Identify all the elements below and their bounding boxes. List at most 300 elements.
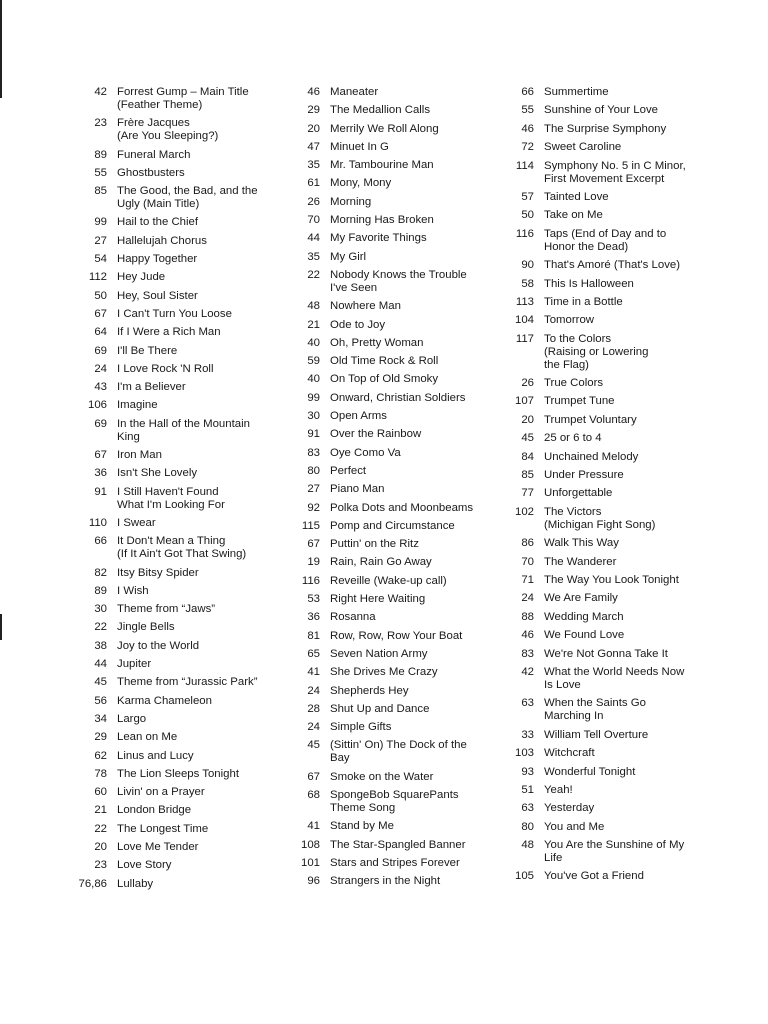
index-entry — [68, 308, 278, 321]
entry-title — [117, 418, 278, 444]
index-entry — [68, 235, 278, 248]
index-entry — [288, 789, 488, 815]
entry-title-line: In the Hall of the Mountain — [117, 417, 250, 430]
index-entry — [68, 167, 278, 180]
entry-page-number: 35 — [307, 159, 320, 172]
index-entry — [288, 502, 488, 515]
entry-title-line: Jupiter — [117, 658, 152, 671]
entry-title — [544, 802, 710, 815]
entry-title-line: Over the Rainbow — [330, 428, 422, 441]
entry-title — [330, 86, 488, 99]
entry-page-number: 22 — [307, 268, 320, 281]
entry-title — [544, 414, 710, 427]
entry-title — [330, 251, 488, 264]
entry-page-number: 33 — [521, 728, 534, 741]
index-entry — [68, 731, 278, 744]
entry-title-line: Imagine — [117, 399, 158, 412]
entry-page-number: 20 — [94, 840, 107, 853]
index-entry — [288, 685, 488, 698]
entry-title-line: Hail to the Chief — [117, 216, 199, 229]
entry-title-line: Take on Me — [544, 209, 603, 222]
entry-title — [544, 451, 710, 464]
entry-page-number: 59 — [307, 355, 320, 368]
entry-title — [330, 392, 488, 405]
entry-title — [117, 676, 278, 689]
index-entry — [68, 517, 278, 530]
index-entry — [505, 228, 710, 254]
entry-title-line: You Are the Sunshine of My — [544, 839, 685, 852]
index-entry — [68, 823, 278, 836]
index-entry — [288, 611, 488, 624]
entry-title — [117, 308, 278, 321]
entry-title — [330, 300, 488, 313]
entry-title-line: Hallelujah Chorus — [117, 234, 207, 247]
index-entry — [288, 593, 488, 606]
entry-title-line: Rain, Rain Go Away — [330, 556, 432, 569]
entry-title — [330, 269, 488, 295]
entry-title — [544, 870, 710, 883]
index-entry — [68, 216, 278, 229]
entry-page-number: 26 — [521, 377, 534, 390]
entry-title — [117, 517, 278, 530]
entry-title — [117, 117, 278, 143]
index-entry — [68, 418, 278, 444]
entry-title — [330, 771, 488, 784]
entry-page-number: 36 — [307, 611, 320, 624]
entry-title — [330, 721, 488, 734]
entry-title — [544, 839, 710, 865]
entry-title-line: The Surprise Symphony — [544, 122, 667, 135]
entry-page-number: 93 — [521, 765, 534, 778]
entry-title — [330, 857, 488, 870]
index-entry — [68, 486, 278, 512]
entry-title — [544, 259, 710, 272]
entry-page-number: 67 — [94, 307, 107, 320]
entry-title-line: Seven Nation Army — [330, 647, 428, 660]
entry-title — [117, 235, 278, 248]
entry-title-line: Trumpet Voluntary — [544, 413, 637, 426]
index-entry — [505, 296, 710, 309]
index-entry — [505, 414, 710, 427]
entry-title-line: Isn't She Lovely — [117, 467, 198, 480]
entry-title-line: (Feather Theme) — [117, 99, 203, 111]
entry-page-number: 27 — [307, 483, 320, 496]
entry-title — [117, 290, 278, 303]
entry-page-number: 67 — [307, 770, 320, 783]
entry-title-line: (If It Ain't Got That Swing) — [117, 548, 247, 561]
entry-title-line: Life — [544, 852, 563, 865]
entry-page-number: 117 — [515, 332, 534, 345]
entry-title-line: Happy Together — [117, 253, 198, 266]
entry-page-number: 38 — [94, 639, 107, 652]
entry-page-number: 48 — [521, 839, 534, 852]
entry-title-line: Puttin' on the Ritz — [330, 538, 419, 551]
entry-page-number: 55 — [94, 166, 107, 179]
entry-title-line: We Found Love — [544, 629, 625, 642]
entry-page-number: 84 — [521, 450, 534, 463]
entry-title-line: Theme Song — [330, 801, 396, 814]
entry-title-line: Sweet Caroline — [544, 141, 622, 154]
entry-title-line: Old Time Rock & Roll — [330, 355, 439, 368]
entry-page-number: 48 — [307, 300, 320, 313]
entry-title — [330, 355, 488, 368]
entry-title — [117, 271, 278, 284]
entry-title — [330, 630, 488, 643]
entry-page-number: 22 — [94, 621, 107, 634]
entry-title-line: Maneater — [330, 86, 379, 98]
index-entry — [288, 875, 488, 888]
entry-page-number: 90 — [521, 259, 534, 272]
entry-page-number: 67 — [307, 538, 320, 551]
entry-title-line: Yesterday — [544, 802, 595, 815]
index-entry — [505, 666, 710, 692]
entry-title-line: Forrest Gump – Main Title — [117, 86, 249, 98]
entry-page-number: 91 — [94, 485, 107, 498]
entry-page-number: 42 — [521, 665, 534, 678]
index-entry — [68, 271, 278, 284]
entry-title — [544, 537, 710, 550]
entry-title-line: Wonderful Tonight — [544, 765, 636, 778]
index-entry — [505, 451, 710, 464]
index-entry — [288, 575, 488, 588]
entry-title-line: First Movement Excerpt — [544, 172, 665, 185]
entry-title-line: Frère Jacques — [117, 117, 190, 130]
entry-page-number: 63 — [521, 697, 534, 710]
entry-title-line: William Tell Overture — [544, 728, 649, 741]
entry-title-line: The Wanderer — [544, 555, 617, 568]
index-entry — [68, 585, 278, 598]
entry-title — [330, 703, 488, 716]
entry-page-number: 21 — [94, 804, 107, 817]
index-entry — [68, 603, 278, 616]
entry-page-number: 43 — [94, 381, 107, 394]
entry-title-line: On Top of Old Smoky — [330, 373, 439, 386]
entry-title — [117, 713, 278, 726]
entry-page-number: 24 — [307, 684, 320, 697]
entry-title-line: You and Me — [544, 820, 605, 833]
entry-title-line: We Are Family — [544, 592, 618, 605]
entry-page-number: 103 — [514, 747, 534, 760]
entry-title — [117, 731, 278, 744]
entry-page-number: 30 — [94, 603, 107, 616]
entry-page-number: 24 — [94, 362, 107, 375]
entry-title-line: Hey Jude — [117, 271, 166, 284]
entry-title — [117, 216, 278, 229]
entry-title — [544, 141, 710, 154]
entry-title — [544, 209, 710, 222]
entry-title — [544, 123, 710, 136]
entry-title — [330, 575, 488, 588]
entry-page-number: 92 — [307, 501, 320, 514]
entry-title — [117, 695, 278, 708]
entry-page-number: 105 — [514, 870, 534, 883]
entry-title-line: Time in a Bottle — [544, 295, 623, 308]
entry-title — [330, 520, 488, 533]
index-entry — [505, 104, 710, 117]
index-entry — [68, 345, 278, 358]
entry-title-line: Simple Gifts — [330, 721, 392, 734]
entry-title-line: Nobody Knows the Trouble — [330, 268, 467, 281]
entry-title-line: Hey, Soul Sister — [117, 289, 198, 302]
entry-page-number: 60 — [94, 786, 107, 799]
entry-page-number: 83 — [521, 647, 534, 660]
index-entry — [288, 355, 488, 368]
entry-title-line: Symphony No. 5 in C Minor, — [544, 159, 686, 172]
entry-page-number: 99 — [94, 216, 107, 229]
entry-page-number: 41 — [307, 666, 320, 679]
entry-page-number: 21 — [307, 318, 320, 331]
index-entry — [505, 592, 710, 605]
entry-title — [117, 567, 278, 580]
entry-title — [330, 593, 488, 606]
entry-title — [330, 337, 488, 350]
index-entry — [288, 648, 488, 661]
entry-title-line: Right Here Waiting — [330, 593, 426, 606]
entry-title — [544, 104, 710, 117]
entry-title-line: The Lion Sleeps Tonight — [117, 767, 240, 780]
entry-title-line: Theme from “Jaws” — [117, 603, 216, 616]
entry-page-number: 81 — [307, 629, 320, 642]
entry-page-number: 40 — [307, 336, 320, 349]
entry-title-line: King — [117, 430, 140, 443]
entry-page-number: 69 — [94, 417, 107, 430]
entry-title — [330, 875, 488, 888]
entry-page-number: 80 — [307, 464, 320, 477]
index-entry — [505, 141, 710, 154]
entry-page-number: 65 — [307, 647, 320, 660]
entry-title — [117, 786, 278, 799]
index-entry — [68, 841, 278, 854]
entry-title-line: Trumpet Tune — [544, 395, 615, 408]
entry-title — [117, 768, 278, 781]
entry-title-line: She Drives Me Crazy — [330, 666, 438, 679]
entry-title-line: Linus and Lucy — [117, 749, 194, 762]
index-entry — [288, 465, 488, 478]
entry-title — [330, 648, 488, 661]
entry-title — [117, 345, 278, 358]
index-entry — [288, 214, 488, 227]
page-edge-mark — [0, 0, 2, 98]
entry-title — [117, 535, 278, 561]
entry-title-line: Stars and Stripes Forever — [330, 856, 460, 869]
entry-title-line: Tainted Love — [544, 190, 609, 203]
index-entry — [68, 878, 278, 891]
entry-title — [330, 739, 488, 765]
index-column-right — [505, 86, 710, 883]
entry-title-line: I Wish — [117, 584, 149, 597]
entry-title-line: Love Story — [117, 859, 172, 872]
index-entry — [288, 251, 488, 264]
index-entry — [505, 839, 710, 865]
index-entry — [288, 771, 488, 784]
entry-page-number: 50 — [521, 209, 534, 222]
entry-title-line: Is Love — [544, 678, 581, 691]
index-entry — [288, 839, 488, 852]
entry-title — [117, 585, 278, 598]
entry-title-line: Sunshine of Your Love — [544, 104, 658, 117]
entry-title — [330, 232, 488, 245]
index-entry — [505, 259, 710, 272]
entry-title — [330, 159, 488, 172]
entry-title — [330, 196, 488, 209]
entry-title-line: I Love Rock 'N Roll — [117, 362, 214, 375]
entry-page-number: 77 — [521, 487, 534, 500]
entry-page-number: 22 — [94, 822, 107, 835]
entry-title-line: Unforgettable — [544, 487, 613, 500]
entry-title-line: We're Not Gonna Take It — [544, 647, 668, 660]
entry-title — [544, 432, 710, 445]
index-entry — [505, 556, 710, 569]
index-entry — [505, 160, 710, 186]
entry-title-line: The Way You Look Tonight — [544, 573, 679, 586]
entry-title — [544, 228, 710, 254]
entry-title — [330, 483, 488, 496]
entry-title — [117, 841, 278, 854]
entry-page-number: 27 — [94, 234, 107, 247]
entry-title — [117, 878, 278, 891]
entry-page-number: 89 — [94, 584, 107, 597]
index-entry — [68, 535, 278, 561]
index-entry — [505, 123, 710, 136]
entry-title-line: Rosanna — [330, 611, 376, 624]
entry-page-number: 70 — [307, 214, 320, 227]
entry-page-number: 56 — [94, 694, 107, 707]
entry-title — [117, 381, 278, 394]
entry-title-line: Walk This Way — [544, 537, 619, 550]
entry-title-line: Perfect — [330, 464, 367, 477]
index-entry — [505, 209, 710, 222]
entry-page-number: 69 — [94, 344, 107, 357]
entry-title-line: I'll Be There — [117, 344, 178, 357]
index-entry — [288, 556, 488, 569]
index-entry — [288, 630, 488, 643]
entry-title — [117, 185, 278, 211]
index-entry — [68, 117, 278, 143]
entry-title-line: Funeral March — [117, 148, 191, 161]
entry-title-line: Ode to Joy — [330, 318, 386, 331]
entry-title-line: 25 or 6 to 4 — [544, 432, 602, 445]
index-entry — [505, 766, 710, 779]
index-entry — [288, 447, 488, 460]
index-entry — [505, 86, 710, 99]
entry-page-number: 114 — [515, 159, 534, 172]
entry-title-line: The Longest Time — [117, 822, 209, 835]
index-entry — [288, 123, 488, 136]
entry-page-number: 101 — [300, 856, 320, 869]
entry-title — [117, 486, 278, 512]
entry-page-number: 23 — [94, 859, 107, 872]
entry-page-number: 88 — [521, 610, 534, 623]
index-entry — [505, 469, 710, 482]
entry-page-number: 19 — [307, 556, 320, 569]
index-entry — [288, 337, 488, 350]
index-entry — [288, 428, 488, 441]
entry-title-line: I Can't Turn You Loose — [117, 307, 232, 320]
entry-page-number: 86 — [521, 537, 534, 550]
entry-page-number: 24 — [521, 592, 534, 605]
entry-title-line: Theme from “Jurassic Park” — [117, 676, 258, 689]
index-entry — [288, 86, 488, 99]
entry-page-number: 40 — [307, 373, 320, 386]
entry-page-number: 41 — [307, 820, 320, 833]
index-entry — [68, 253, 278, 266]
entry-title-line: Oye Como Va — [330, 446, 401, 459]
entry-title — [117, 399, 278, 412]
entry-title-line: Bay — [330, 752, 350, 765]
index-entry — [288, 820, 488, 833]
entry-title-line: Merrily We Roll Along — [330, 122, 439, 135]
index-entry — [68, 695, 278, 708]
index-entry — [68, 290, 278, 303]
entry-title-line: Summertime — [544, 86, 609, 98]
entry-page-number: 64 — [94, 326, 107, 339]
entry-title — [117, 467, 278, 480]
entry-title — [544, 160, 710, 186]
entry-page-number: 62 — [94, 749, 107, 762]
index-entry — [68, 640, 278, 653]
entry-title-line: Piano Man — [330, 483, 385, 496]
entry-page-number: 57 — [521, 190, 534, 203]
entry-page-number: 91 — [307, 428, 320, 441]
entry-page-number: 67 — [94, 449, 107, 462]
index-column-left — [68, 86, 278, 891]
entry-page-number: 45 — [307, 739, 320, 752]
entry-title — [117, 326, 278, 339]
index-entry — [288, 721, 488, 734]
index-entry — [505, 506, 710, 532]
entry-title-line: The Star-Spangled Banner — [330, 838, 466, 851]
entry-title-line: Shepherds Hey — [330, 684, 409, 697]
entry-page-number: 24 — [307, 721, 320, 734]
index-entry — [505, 697, 710, 723]
entry-title — [544, 697, 710, 723]
entry-title — [544, 821, 710, 834]
entry-page-number: 116 — [301, 574, 320, 587]
entry-title-line: What I'm Looking For — [117, 498, 225, 511]
entry-title-line: That's Amoré (That's Love) — [544, 259, 681, 272]
entry-title-line: My Favorite Things — [330, 232, 427, 245]
entry-page-number: 83 — [307, 446, 320, 459]
index-entry — [288, 520, 488, 533]
entry-title — [117, 603, 278, 616]
entry-page-number: 28 — [307, 702, 320, 715]
entry-title-line: Strangers in the Night — [330, 875, 441, 888]
entry-page-number: 29 — [307, 104, 320, 117]
entry-title-line: Smoke on the Water — [330, 770, 434, 783]
index-entry — [288, 196, 488, 209]
index-entry — [68, 768, 278, 781]
entry-title-line: This Is Halloween — [544, 277, 634, 290]
entry-title-line: Nowhere Man — [330, 300, 401, 313]
index-entry — [288, 141, 488, 154]
entry-title-line: Iron Man — [117, 449, 162, 462]
entry-title-line: Minuet In G — [330, 140, 389, 153]
index-entry — [68, 713, 278, 726]
entry-title-line: Joy to the World — [117, 639, 200, 652]
entry-title — [330, 141, 488, 154]
entry-title-line: If I Were a Rich Man — [117, 326, 221, 339]
entry-title — [117, 621, 278, 634]
entry-title-line: Reveille (Wake-up call) — [330, 574, 447, 587]
entry-page-number: 68 — [307, 788, 320, 801]
entry-page-number: 82 — [94, 566, 107, 579]
entry-title-line: Wedding March — [544, 610, 624, 623]
entry-page-number: 30 — [307, 410, 320, 423]
entry-title — [544, 747, 710, 760]
entry-page-number: 63 — [521, 802, 534, 815]
entry-title — [330, 123, 488, 136]
index-entry — [288, 739, 488, 765]
